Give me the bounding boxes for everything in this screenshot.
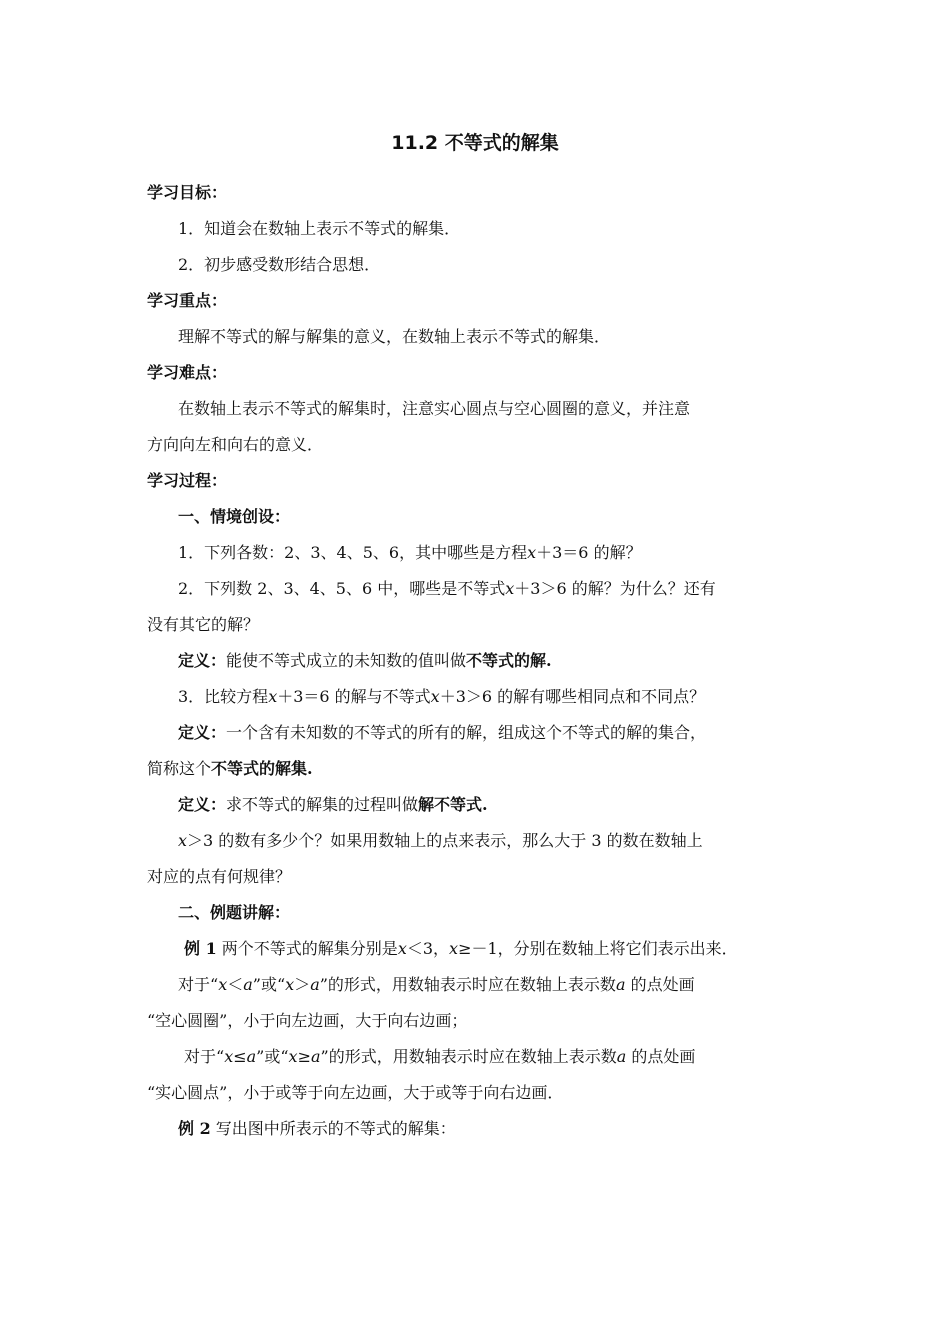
rule-1 — [178, 974, 695, 996]
variable-a: a — [310, 975, 320, 994]
definition-2 — [178, 722, 706, 744]
variable-x: x — [397, 939, 407, 958]
definition-2-text: 一个含有未知数的不等式的所有的解，组成这个不等式的解的集合， — [226, 723, 707, 742]
key-points-heading: 学习重点： — [147, 291, 228, 310]
section-2-heading: 二、例题讲解： — [178, 903, 291, 922]
rule-1-part-e: ”的形式，用数轴表示时应在数轴上表示数 — [319, 975, 616, 994]
example-2 — [178, 1118, 456, 1140]
definition-3-end: . — [482, 795, 488, 814]
rule-1-part-f: 的点处画 — [625, 975, 695, 994]
difficulties-text-line-2: 方向向左和向右的意义． — [147, 435, 324, 454]
definition-3 — [178, 794, 488, 816]
question-2 — [178, 578, 716, 600]
definition-2-term: 不等式的解集 — [211, 759, 308, 778]
rule-2 — [184, 1046, 695, 1068]
rule-2-part-e: ”的形式，用数轴表示时应在数轴上表示数 — [320, 1047, 617, 1066]
definition-3-term: 解不等式 — [418, 795, 483, 814]
variable-x: x — [505, 579, 515, 598]
variable-a: a — [310, 1047, 321, 1066]
definition-3-label: 定义： — [178, 795, 227, 814]
rule-1-part-a: 对于“ — [178, 975, 219, 994]
definition-1-label: 定义： — [178, 651, 227, 670]
definition-2-label: 定义： — [178, 723, 227, 742]
question-1-part-a: 1．下列各数：2、3、4、5、6，其中哪些是方程 — [178, 543, 528, 562]
question-2-part-b: ＋3＞6 的解？为什么？还有 — [514, 579, 716, 598]
difficulties-heading: 学习难点： — [147, 363, 228, 382]
example-1-part-b: ＜3， — [406, 939, 450, 958]
rule-1-part-b: ＜ — [227, 975, 244, 994]
rule-2-line-2: “实心圆点”，小于或等于向左边画，大于或等于向右边画． — [147, 1083, 564, 1102]
question-3-part-b: ＋3＝6 的解与不等式 — [277, 687, 431, 706]
example-1-part-c: ≥－1，分别在数轴上将它们表示出来． — [458, 939, 738, 958]
rule-1-part-d: ＞ — [294, 975, 311, 994]
variable-x: x — [178, 831, 188, 850]
difficulties-text-line-1: 在数轴上表示不等式的解集时，注意实心圆点与空心圆圈的意义，并注意 — [178, 399, 691, 418]
variable-x: x — [288, 1047, 298, 1066]
objective-item-1: 1．知道会在数轴上表示不等式的解集． — [178, 219, 461, 238]
question-4 — [178, 830, 703, 852]
rule-1-part-c: ”或“ — [252, 975, 286, 994]
variable-x: x — [430, 687, 440, 706]
variable-x: x — [268, 687, 278, 706]
definition-2-line-2-text: 简称这个 — [147, 759, 212, 778]
key-points-text: 理解不等式的解与解集的意义，在数轴上表示不等式的解集． — [178, 327, 611, 346]
question-1 — [178, 542, 642, 564]
question-3-part-c: ＋3＞6 的解有哪些相同点和不同点？ — [439, 687, 706, 706]
page-title: 11.2 不等式的解集 — [391, 132, 559, 154]
rule-2-part-c: ”或“ — [256, 1047, 289, 1066]
question-4-part-a: ＞3 的数有多少个？如果用数轴上的点来表示，那么大于 3 的数在数轴上 — [187, 831, 703, 850]
variable-x: x — [218, 975, 228, 994]
rule-2-part-d: ≥ — [297, 1047, 311, 1066]
question-3 — [178, 686, 705, 708]
rule-2-part-a: 对于“ — [184, 1047, 225, 1066]
variable-a: a — [616, 1047, 627, 1066]
example-2-text: 写出图中所表示的不等式的解集： — [210, 1119, 456, 1138]
variable-x: x — [285, 975, 295, 994]
variable-a: a — [246, 1047, 257, 1066]
variable-x: x — [527, 543, 537, 562]
example-1 — [184, 938, 738, 960]
rule-2-part-f: 的点处画 — [626, 1047, 696, 1066]
question-1-part-b: ＋3＝6 的解？ — [536, 543, 642, 562]
rule-1-line-2: “空心圆圈”，小于向左边画，大于向右边画； — [147, 1011, 468, 1030]
objective-item-2: 2．初步感受数形结合思想． — [178, 255, 381, 274]
question-3-part-a: 3．比较方程 — [178, 687, 269, 706]
example-1-label: 例 1 — [184, 939, 217, 958]
example-1-part-a: 两个不等式的解集分别是 — [216, 939, 398, 958]
definition-1-end: . — [546, 651, 552, 670]
process-heading: 学习过程： — [147, 471, 228, 490]
variable-x: x — [224, 1047, 234, 1066]
example-2-label: 例 2 — [178, 1119, 211, 1138]
question-2-part-a: 2．下列数 2、3、4、5、6 中，哪些是不等式 — [178, 579, 506, 598]
definition-2-end: . — [307, 759, 313, 778]
definition-1-term: 不等式的解 — [466, 651, 547, 670]
definition-2-line-2 — [147, 758, 313, 780]
definition-3-text: 求不等式的解集的过程叫做 — [226, 795, 419, 814]
definition-1-text: 能使不等式成立的未知数的值叫做 — [226, 651, 467, 670]
rule-2-part-b: ≤ — [233, 1047, 247, 1066]
question-2-line-2: 没有其它的解？ — [147, 615, 260, 634]
objectives-heading: 学习目标： — [147, 183, 228, 202]
variable-x: x — [449, 939, 459, 958]
variable-a: a — [615, 975, 626, 994]
definition-1 — [178, 650, 552, 672]
question-4-line-2: 对应的点有何规律？ — [147, 867, 292, 886]
section-1-heading: 一、情境创设： — [178, 507, 291, 526]
variable-a: a — [243, 975, 253, 994]
